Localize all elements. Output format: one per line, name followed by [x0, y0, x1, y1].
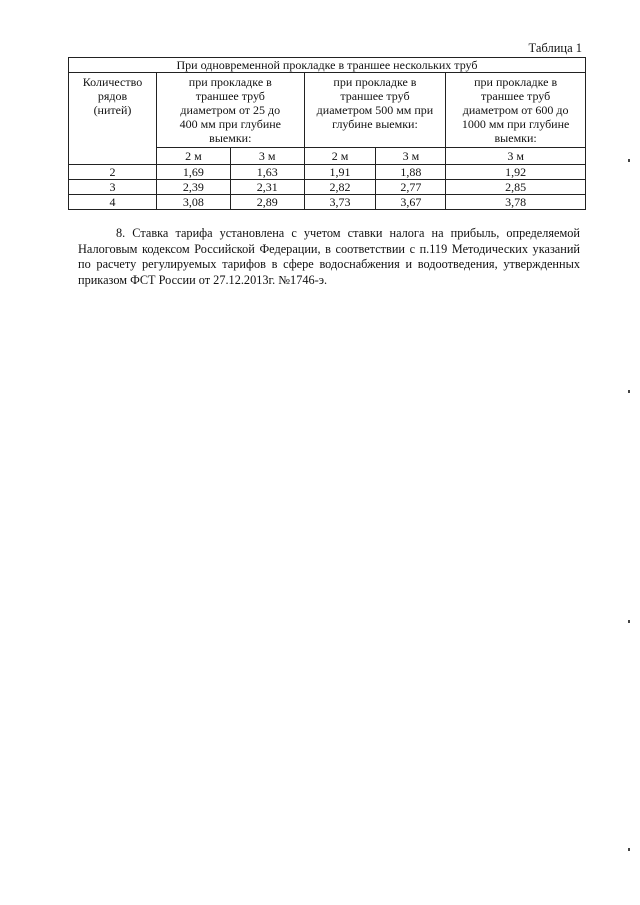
paragraph-tariff-rate: 8. Ставка тарифа установлена с учетом ставки налога на прибыль, определяемой Налоговым кодексом Российской Федерации, в соответствии с п.119 Методических указаний по расчету регулируемых тарифов в сфере водоснабжения и водоотведения, утвержденных приказом ФСТ России от 27.12.2013г. №1746-э.	[78, 226, 580, 287]
row-count-cell: 3	[69, 180, 157, 195]
value-cell: 3,73	[304, 195, 376, 210]
depth-header: 3 м	[446, 148, 586, 165]
header-group-25-400: при прокладке в траншее труб диаметром от 25 до 400 мм при глубине выемки:	[156, 73, 304, 148]
header-group-500: при прокладке в траншее труб диаметром 500 мм при глубине выемки:	[304, 73, 446, 148]
header-rows-count: Количество рядов (нитей)	[69, 73, 157, 165]
value-cell: 1,63	[230, 165, 304, 180]
scan-margin-mark	[628, 159, 630, 162]
table-header-top: При одновременной прокладке в траншее нескольких труб	[69, 58, 586, 73]
header-group-600-1000: при прокладке в траншее труб диаметром от 600 до 1000 мм при глубине выемки:	[446, 73, 586, 148]
value-cell: 2,39	[156, 180, 230, 195]
depth-header: 3 м	[376, 148, 446, 165]
table-row	[69, 195, 586, 210]
value-cell: 2,82	[304, 180, 376, 195]
scan-margin-mark	[628, 620, 630, 623]
value-cell: 2,77	[376, 180, 446, 195]
row-count-cell: 2	[69, 165, 157, 180]
value-cell: 2,85	[446, 180, 586, 195]
tariff-table	[68, 57, 586, 210]
value-cell: 1,92	[446, 165, 586, 180]
value-cell: 3,08	[156, 195, 230, 210]
value-cell: 1,69	[156, 165, 230, 180]
depth-header: 3 м	[230, 148, 304, 165]
table-caption: Таблица 1	[528, 41, 582, 55]
depth-header: 2 м	[304, 148, 376, 165]
value-cell: 2,89	[230, 195, 304, 210]
depth-header: 2 м	[156, 148, 230, 165]
scan-margin-mark	[628, 848, 630, 851]
scan-margin-mark	[628, 390, 630, 393]
value-cell: 3,78	[446, 195, 586, 210]
row-count-cell: 4	[69, 195, 157, 210]
table-row	[69, 180, 586, 195]
table-row	[69, 165, 586, 180]
value-cell: 3,67	[376, 195, 446, 210]
value-cell: 1,88	[376, 165, 446, 180]
value-cell: 2,31	[230, 180, 304, 195]
value-cell: 1,91	[304, 165, 376, 180]
